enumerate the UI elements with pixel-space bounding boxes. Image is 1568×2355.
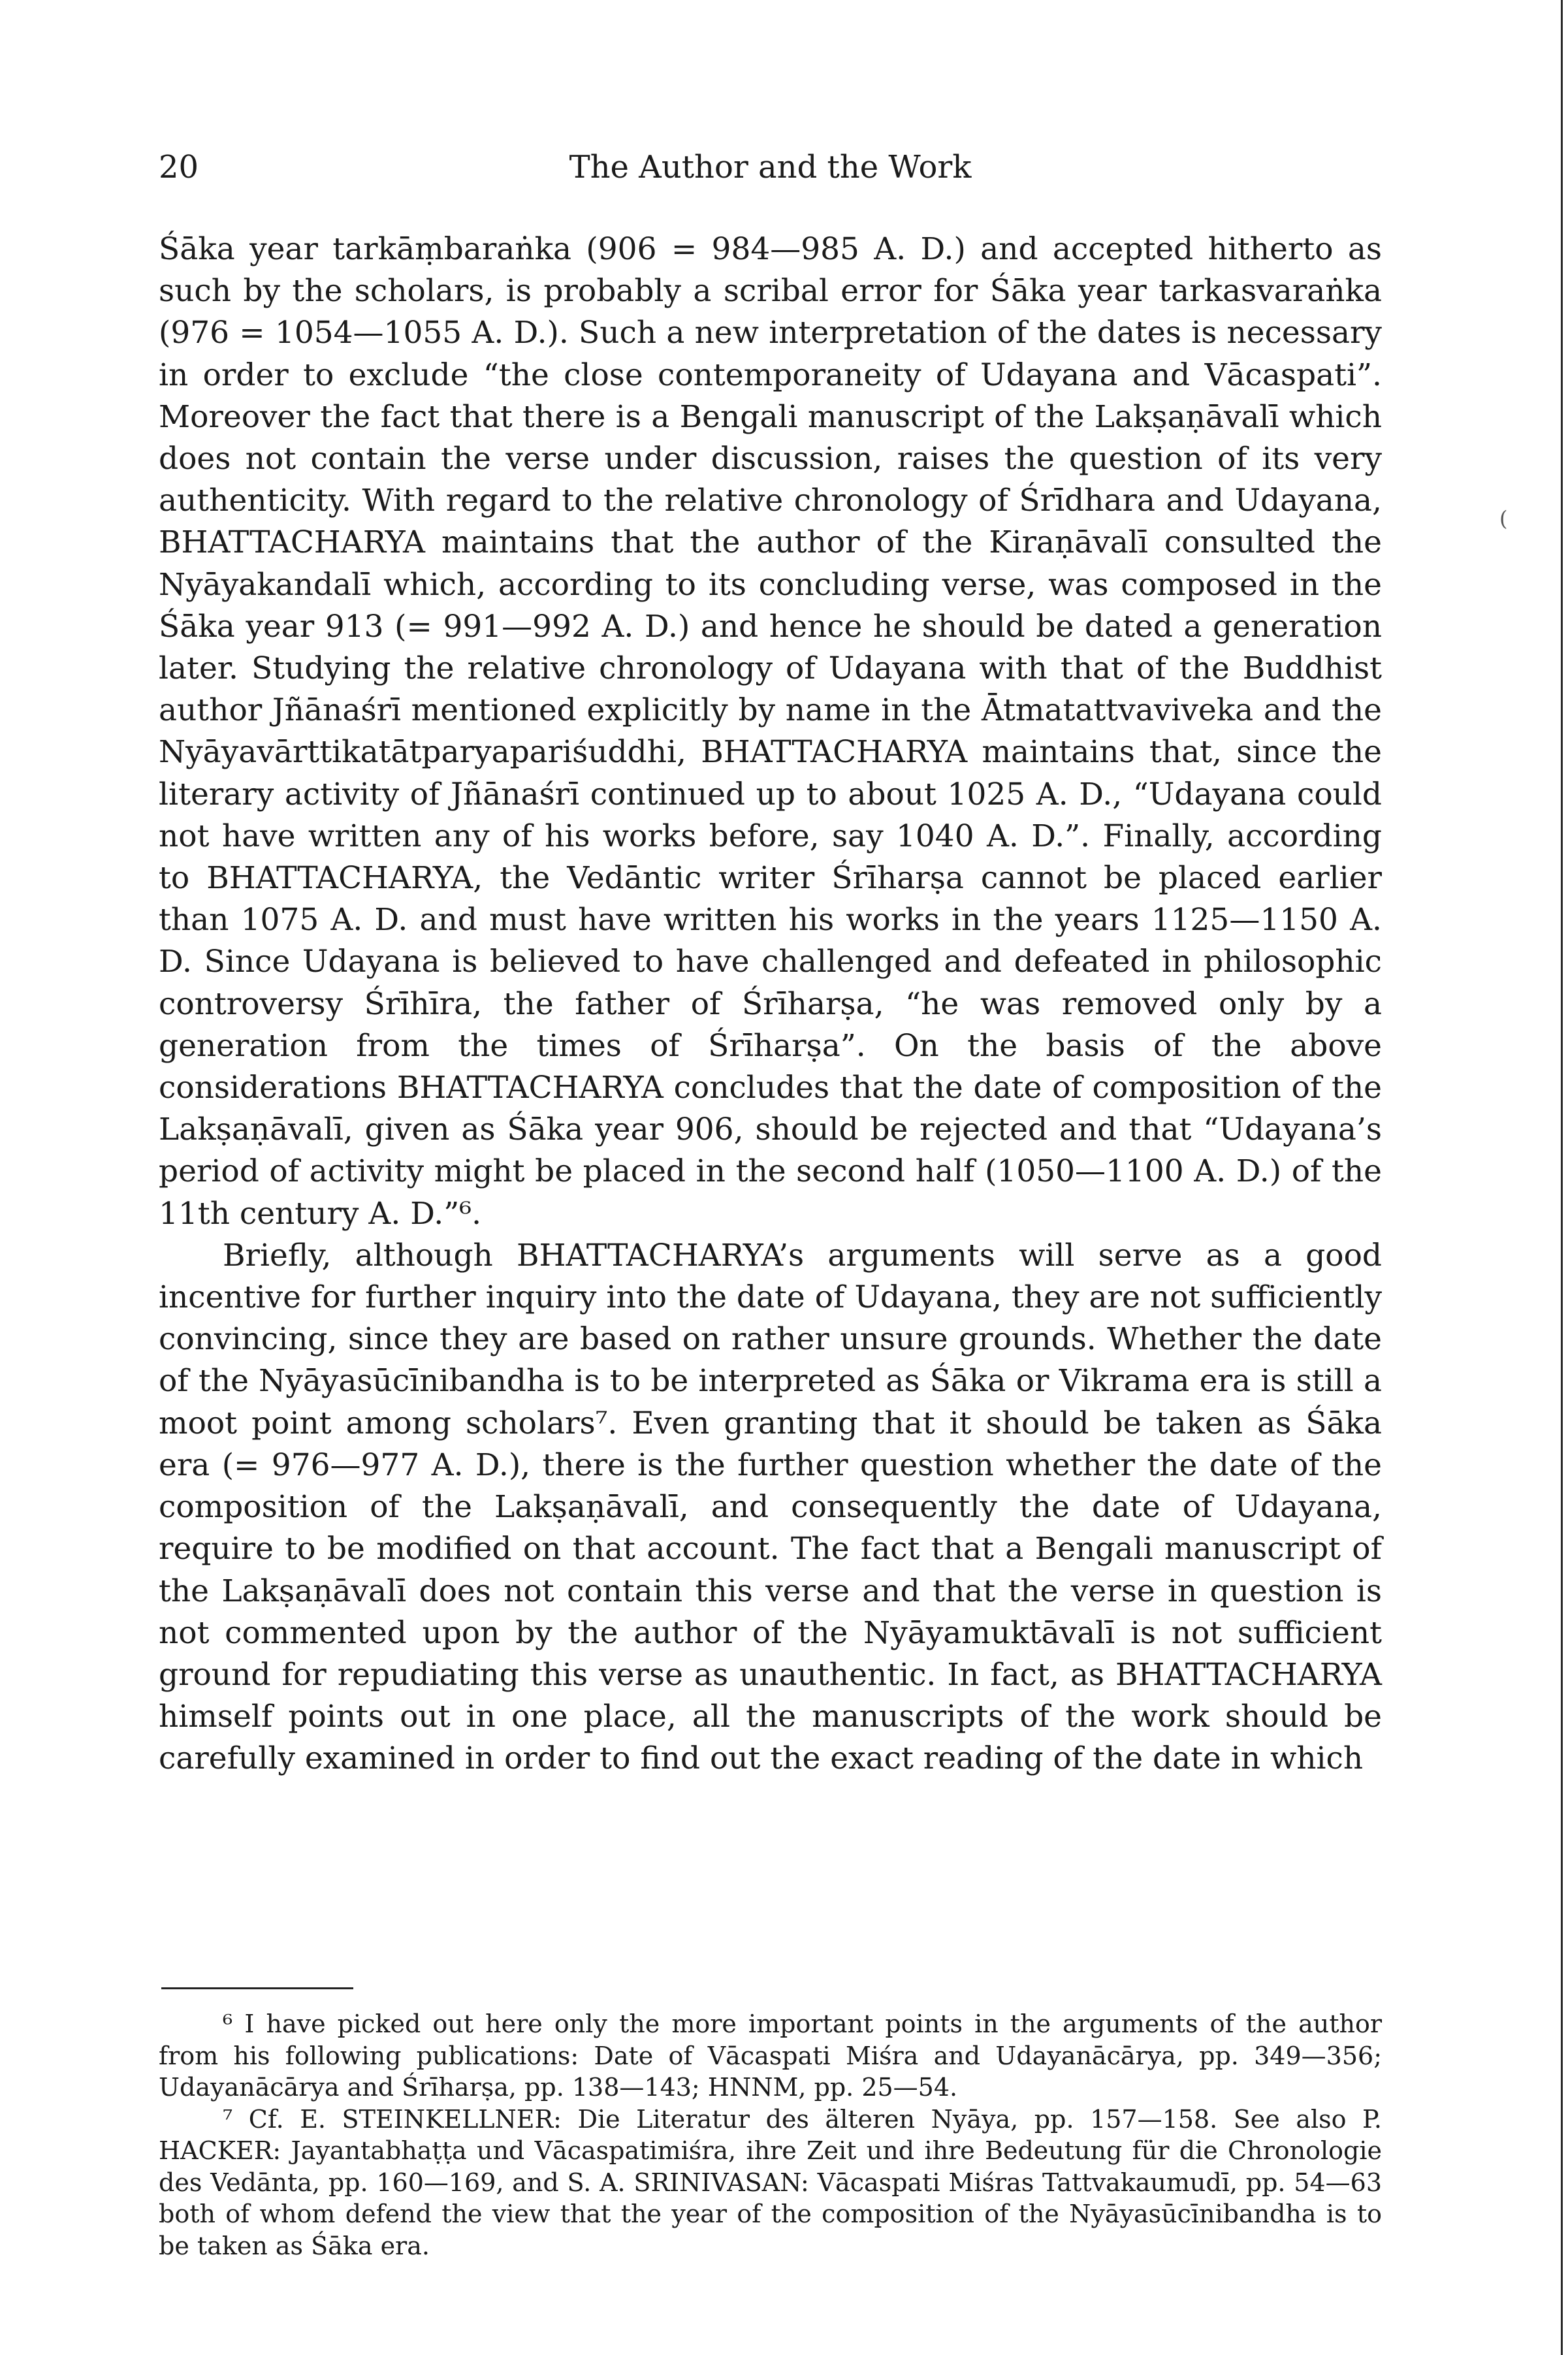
margin-mark: ( xyxy=(1499,506,1508,531)
running-title: The Author and the Work xyxy=(569,149,972,185)
footnote-6: ⁶ I have picked out here only the more important points in the arguments of the author from his following publications: Date of Vācaspati Miśra and Udayanācārya, pp. 349—356; Udayanācārya and Śrīharṣa, pp. 138—143; HNNM, pp. 25—54. xyxy=(159,2010,1382,2102)
scan-page-edge xyxy=(1561,0,1563,2355)
footnotes xyxy=(159,2008,1382,2262)
footnote-7: ⁷ Cf. E. STEINKELLNER: Die Literatur des älteren Nyāya, pp. 157—158. See also P. HACKER: Jayantabhaṭṭa und Vācaspatimiśra, ihre Zeit und ihre Bedeutung für die Chronologie des Vedānta, pp. 160—169, and S. A. SRINIVASAN: Vācaspati Miśras Tattvakaumudī, pp. 54—63 both of whom defend the view that the year of the composition of the Nyāyasūcīnibandha is to be taken as Śāka era. xyxy=(159,2104,1382,2260)
page-header xyxy=(159,149,1382,195)
footnote-divider xyxy=(161,1987,353,1989)
paragraph-2: Briefly, although BHATTACHARYA’s arguments will serve as a good incentive for further inquiry into the date of Udayana, they are not sufficiently convincing, since they are based on rather unsure grounds. Whether the date of the Nyāyasūcīnibandha is to be interpreted as Śāka or Vikrama era is still a moot point among scholars⁷. Even granting that it should be taken as Śāka era (= 976—977 A. D.), there is the further question whether the date of the composition of the Lakṣaṇāvalī, and consequently the date of Udayana, require to be modified on that account. The fact that a Bengali manuscript of the Lakṣaṇāvalī does not contain this verse and that the verse in question is not commented upon by the author of the Nyāyamuktāvalī is not sufficient ground for repudiating this verse as unauthentic. In fact, as BHATTACHARYA himself points out in one place, all the manuscripts of the work should be carefully examined in order to find out the exact reading of the date in which xyxy=(159,1237,1382,1777)
body-text xyxy=(159,229,1382,1780)
page-number: 20 xyxy=(159,149,199,185)
paragraph-1: Śāka year tarkāṃbaraṅka (906 = 984—985 A. D.) and accepted hitherto as such by the scholars, is probably a scribal error for Śāka year tarkasvaraṅka (976 = 1054—1055 A. D.). Such a new interpretation of the dates is necessary in order to exclude “the close contemporaneity of Udayana and Vācaspati”. Moreover the fact that there is a Bengali manuscript of the Lakṣaṇāvalī which does not contain the verse under discussion, raises the question of its very authenticity. With regard to the relative chronology of Śrīdhara and Udayana, BHATTACHARYA maintains that the author of the Kiraṇāvalī consulted the Nyāyakandalī which, according to its concluding verse, was composed in the Śāka year 913 (= 991—992 A. D.) and hence he should be dated a generation later. Studying the relative chronology of Udayana with that of the Buddhist author Jñānaśrī mentioned explicitly by name in the Ātmatattvaviveka and the Nyāyavārttikatātparyapariśuddhi, BHATTACHARYA maintains that, since the literary activity of Jñānaśrī continued up to about 1025 A. D., “Udayana could not have written any of his works before, say 1040 A. D.”. Finally, according to BHATTACHARYA, the Vedāntic writer Śrīharṣa cannot be placed earlier than 1075 A. D. and must have written his works in the years 1125—1150 A. D. Since Udayana is believed to have challenged and defeated in philosophic controversy Śrīhīra, the father of Śrīharṣa, “he was removed only by a generation from the times of Śrīharṣa”. On the basis of the above considerations BHATTACHARYA concludes that the date of composition of the Lakṣaṇāvalī, given as Śāka year 906, should be rejected and that “Udayana’s period of activity might be placed in the second half (1050—1100 A. D.) of the 11th century A. D.”⁶. xyxy=(159,231,1382,1232)
